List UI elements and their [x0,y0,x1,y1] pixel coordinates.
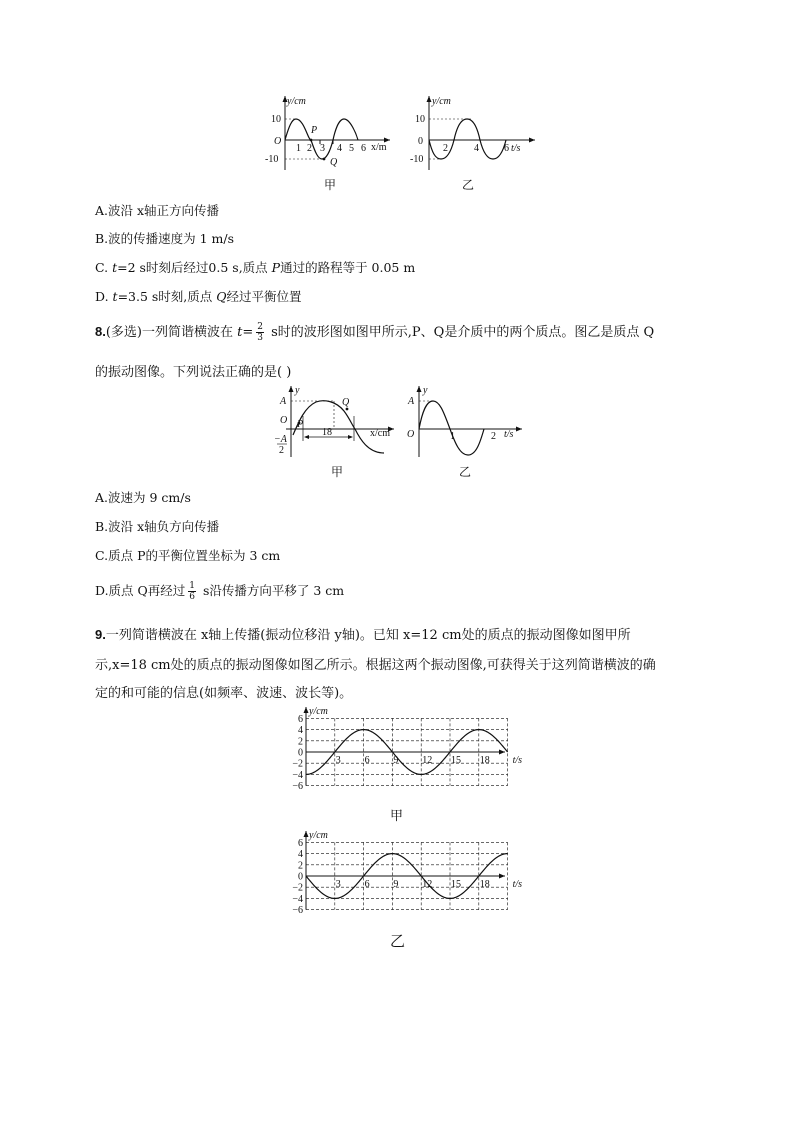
q9-stem-line1: 9.一列简谐横波在 x轴上传播(振动位移沿 y轴)。已知 x=12 cm处的质点的振动图像如图甲所 [95,627,631,643]
fraction-1-6: $\frac{1}{6}$ [189,581,196,602]
y-tick-label: 2 [298,736,303,748]
q7-option-a: A.波沿 x轴正方向传播 [95,203,220,218]
t-tick-label: 6 [364,755,370,766]
vibration-curve [419,401,484,455]
q9-stem-line3: 定的和可能的信息(如频率、波速、波长等)。 [95,686,353,701]
fraction-2-3: $\frac{2}{3}$ [257,322,263,343]
svg-text:y: y [423,385,428,396]
q8-stem-line1: 8.(多选)一列简谐横波在 t= $\frac{2}{3}$ s时的波形图如图甲所示,P、Q是介质中的两个质点。图乙是质点 Q [95,322,655,343]
figure-7-jia [265,92,395,172]
y-tick-label: −2 [292,882,303,894]
svg-text:2: 2 [307,143,312,154]
figure-7-yi [410,92,540,172]
q9-stem-line2: 示,x=18 cm处的质点的振动图像如图乙所示。根据这两个振动图像,可获得关于这列简谐横波的确 [95,658,656,673]
svg-text:-10: -10 [265,154,279,165]
t-tick-label: 18 [479,755,490,766]
caption-7-jia: 甲 [324,178,337,192]
y-tick-label: 0 [298,747,303,759]
svg-text:O: O [407,429,415,440]
svg-text:1: 1 [450,431,455,442]
t-tick-label: 3 [335,879,341,890]
caption-7-yi: 乙 [462,178,475,192]
svg-text:y: y [295,385,300,396]
svg-text:P: P [297,419,304,430]
figure-9-jia [285,704,523,794]
svg-text:t/s: t/s [511,143,521,154]
svg-text:6: 6 [504,143,509,154]
t-tick-label: 12 [422,879,433,890]
y-tick-label: 0 [298,871,303,883]
t-tick-label: 9 [393,755,399,766]
svg-text:2: 2 [279,445,284,456]
svg-text:x/m: x/m [371,142,387,153]
y-tick-label: −6 [292,781,303,793]
t-tick-label: 9 [393,879,399,890]
y-tick-label: 4 [298,849,303,861]
svg-text:2: 2 [443,143,448,154]
svg-text:x/cm: x/cm [370,428,390,439]
svg-text:10: 10 [415,114,425,125]
y-label: y/cm [287,96,306,107]
svg-text:1: 1 [296,143,301,154]
q8-option-d: D.质点 Q再经过 $\frac{1}{6}$ s沿传播方向平移了 3 cm [95,581,345,602]
svg-text:P: P [311,125,318,136]
t-tick-label: 3 [335,755,341,766]
t-tick-label: 15 [451,879,461,890]
y-tick-label: 6 [298,713,303,725]
svg-text:A: A [280,396,287,407]
y-tick-label: 6 [298,837,303,849]
t-tick-label: 15 [451,755,461,766]
caption-8-jia: 甲 [331,465,344,479]
wave-curve [293,401,384,453]
svg-text:Q: Q [330,157,338,168]
svg-text:O: O [280,415,288,426]
t-label: t/s [512,755,523,766]
svg-text:4: 4 [474,143,479,154]
t-tick-label: 12 [422,755,433,766]
point-q [323,158,326,161]
figure-8-yi [400,383,525,458]
svg-text:5: 5 [349,143,354,154]
svg-text:18: 18 [322,427,332,438]
svg-text:10: 10 [271,114,281,125]
y-tick-label: 2 [298,860,303,872]
svg-text:y/cm: y/cm [432,96,451,107]
svg-text:4: 4 [337,143,342,154]
svg-text:2: 2 [491,431,496,442]
t-tick-label: 6 [364,879,370,890]
y-label: y/cm [309,706,328,717]
svg-text:3: 3 [320,143,325,154]
vibration-curve [429,119,506,159]
caption-8-yi: 乙 [459,465,472,479]
figure-9-yi [285,828,523,918]
svg-text:-10: -10 [410,154,424,165]
y-tick-label: 4 [298,725,303,737]
q7-option-d: D. t=3.5 s时刻,质点 Q经过平衡位置 [95,289,302,304]
q7-option-b: B.波的传播速度为 1 m/s [95,231,235,246]
svg-text:−A: −A [274,434,287,445]
q8-option-c: C.质点 P的平衡位置坐标为 3 cm [95,548,281,563]
y-tick-label: −4 [292,769,303,781]
svg-text:A: A [408,396,415,407]
caption-9-yi: 乙 [390,932,406,950]
y-tick-label: −2 [292,758,303,770]
caption-9-jia: 甲 [390,809,404,824]
t-label: t/s [512,879,523,890]
y-label: y/cm [309,830,328,841]
svg-text:t/s: t/s [504,429,514,440]
svg-text:0: 0 [418,136,423,147]
q7-option-c: C. t=2 s时刻后经过0.5 s,质点 P通过的路程等于 0.05 m [95,260,416,275]
y-tick-label: −4 [292,893,303,905]
svg-text:6: 6 [361,143,366,154]
svg-text:O: O [274,136,282,147]
y-tick-label: −6 [292,905,303,917]
q8-stem-line2: 的振动图像。下列说法正确的是( ) [95,365,292,380]
point-p [310,139,313,142]
svg-text:Q: Q [342,397,350,408]
t-tick-label: 18 [479,879,490,890]
figure-8-jia [272,383,397,458]
q8-option-b: B.波沿 x轴负方向传播 [95,519,220,534]
q8-option-a: A.波速为 9 cm/s [95,490,191,505]
